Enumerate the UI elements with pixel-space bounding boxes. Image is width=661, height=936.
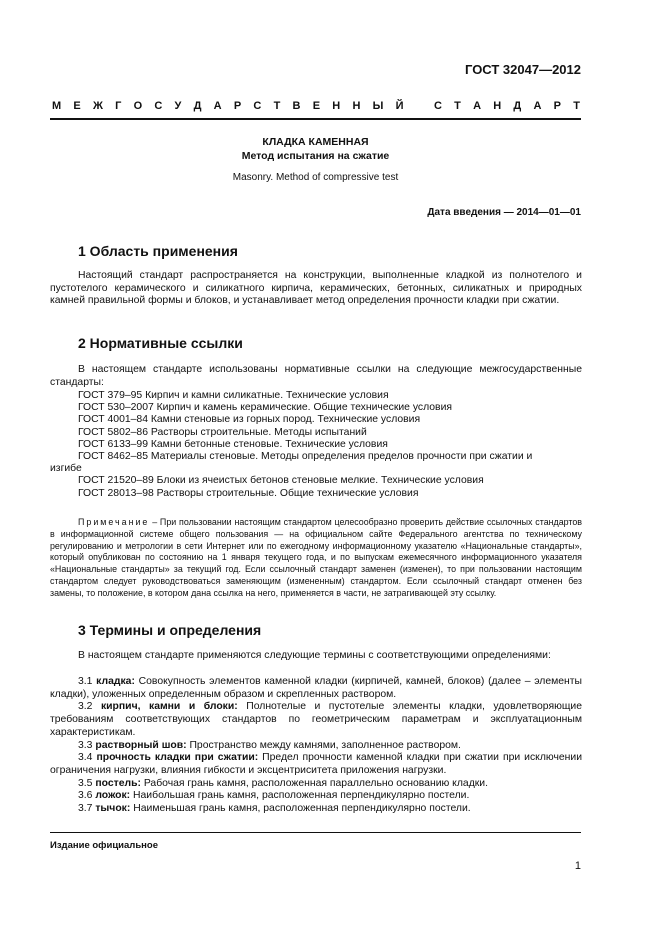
term-number: 3.5: [78, 777, 93, 789]
term-definition: [50, 740, 582, 753]
reference-item: ГОСТ 5802–86 Растворы строительные. Методы испытаний: [78, 426, 367, 438]
term-name: кирпич, камни и блоки:: [100, 701, 238, 713]
document-code: ГОСТ 32047—2012: [465, 62, 581, 77]
page-number: 1: [574, 860, 581, 872]
banner-letter: В: [292, 100, 301, 112]
document-subtitle: Метод испытания на сжатие: [241, 150, 390, 162]
term-text: Предел прочности каменной кладки при сжатии при исключении ограничения нагрузки, влияния гибкости и эксцентриситета приложения нагрузки.: [50, 752, 582, 776]
term-definition: [50, 778, 582, 791]
banner-letter: А: [213, 100, 222, 112]
introduction-date: Дата введения — 2014—01—01: [427, 207, 581, 218]
banner-letter: Т: [454, 100, 461, 112]
reference-item: ГОСТ 530–2007 Кирпич и камень керамические. Общие технические условия: [78, 402, 453, 414]
reference-item: ГОСТ 21520–89 Блоки из ячеистых бетонов стеновые мелкие. Технические условия: [78, 475, 484, 487]
term-text: Совокупность элементов каменной кладки (кирпичей, камней, блоков) (далее – элементы кладки), уложенных определенным образом и скрепленных раствором.: [50, 676, 582, 700]
term-text: Наибольшая грань камня, расположенная перпендикулярно постели.: [130, 790, 470, 802]
banner-letter: Е: [73, 100, 81, 112]
term-name: растворный шов:: [95, 739, 187, 751]
banner-letter: Н: [352, 100, 361, 112]
banner-letter: Р: [553, 100, 561, 112]
term-name: ложок:: [95, 790, 131, 802]
term-number: 3.4: [78, 752, 93, 764]
banner-letter: Д: [513, 100, 522, 112]
standard-banner: [52, 100, 580, 112]
banner-letter: Е: [312, 100, 321, 112]
section-2-intro: В настоящем стандарте использованы нормативные ссылки на следующие межгосударственные стандарты:: [50, 364, 582, 388]
term-definition: [50, 676, 582, 701]
note-label: Примечание: [78, 517, 150, 527]
normative-references-list: [50, 390, 582, 500]
terms-list: [50, 676, 582, 816]
banner-letter: Г: [115, 100, 122, 112]
banner-letter: Н: [332, 100, 341, 112]
banner-rule: [50, 118, 581, 120]
reference-item: ГОСТ 4001–84 Камни стеновые из горных пород. Технические условия: [78, 414, 421, 426]
section-3-heading: 3 Термины и определения: [78, 622, 262, 638]
footer-rule: [50, 832, 581, 833]
banner-letter: [416, 100, 422, 112]
term-text: Пространство между камнями, заполненное раствором.: [186, 739, 461, 751]
banner-letter: А: [473, 100, 482, 112]
banner-letter: С: [433, 100, 442, 112]
term-definition: [50, 752, 582, 777]
references-note: [50, 517, 582, 600]
term-definition: [50, 701, 582, 739]
banner-letter: Ж: [92, 100, 103, 112]
section-3-intro: В настоящем стандарте применяются следующие термины с соответствующими определениями:: [78, 650, 551, 661]
term-text: Полнотелые и пустотелые элементы кладки, удовлетворяющие требованиям соответствующих стандартов по геометрическим параметрам и эксплуатационным характеристикам.: [50, 701, 583, 738]
term-number: 3.6: [78, 790, 93, 802]
term-name: постель:: [95, 777, 141, 789]
document-title: КЛАДКА КАМЕННАЯ: [262, 136, 369, 148]
banner-letter: Н: [493, 100, 502, 112]
reference-item: ГОСТ 28013–98 Растворы строительные. Общие технические условия: [78, 487, 419, 499]
banner-letter: С: [253, 100, 262, 112]
term-name: прочность кладки при сжатии:: [96, 752, 259, 764]
term-name: кладка:: [96, 676, 135, 687]
section-1-text: Настоящий стандарт распространяется на конструкции, выполненные кладкой из полнотелого и пустотелого керамического и силикатного кирпича, керамических, бетонных, силикатных и природных камней правильной формы и блоков, и устанавливает метод определения прочности кладки при сжатии.: [50, 270, 582, 307]
banner-letter: Й: [395, 100, 404, 112]
term-definition: [50, 803, 582, 816]
banner-letter: О: [133, 100, 143, 112]
term-number: 3.7: [78, 803, 93, 815]
banner-letter: У: [174, 100, 182, 112]
term-text: Наименьшая грань камня, расположенная перпендикулярно постели.: [130, 803, 471, 815]
banner-letter: Ы: [372, 100, 384, 112]
banner-letter: Т: [273, 100, 281, 112]
term-definition: [50, 790, 582, 803]
section-2-heading: 2 Нормативные ссылки: [78, 335, 243, 351]
note-text: – При пользовании настоящим стандартом целесообразно проверить действие ссылочных стандартов в информационной системе общего пользования — на официальном сайте Федерального агентства по техническому регулированию и метрологии в сети Интернет или по ежегодному информационному указателю «Национальные стандарты», который опубликован по состоянию на 1 января текущего года, и по выпускам ежемесячного информационного указателя «Национальные стандарты» за текущий год. Если ссылочный стандарт заменен (изменен), то при пользовании настоящим стандартом следует руководствоваться заменяющим (измененным) стандартом. Если ссылочный стандарт отменен без замены, то положение, в котором дана ссылка на него, применяется в части, не затрагивающей эту ссылку.: [50, 517, 582, 598]
term-number: 3.2: [78, 701, 93, 713]
edition-note: Издание официальное: [50, 840, 158, 851]
banner-letter: А: [533, 100, 542, 112]
term-text: Рабочая грань камня, расположенная параллельно основанию кладки.: [140, 777, 488, 789]
banner-letter: Т: [573, 100, 580, 112]
document-title-english: Masonry. Method of compressive test: [232, 172, 399, 183]
banner-letter: М: [52, 100, 62, 112]
term-name: тычок:: [95, 803, 131, 815]
term-number: 3.1: [78, 676, 93, 687]
term-number: 3.3: [78, 739, 93, 751]
reference-item: ГОСТ 6133–99 Камни бетонные стеновые. Технические условия: [78, 438, 388, 450]
reference-item-continuation: изгибе: [50, 463, 82, 475]
reference-item: ГОСТ 379–95 Кирпич и камни силикатные. Технические условия: [78, 390, 389, 401]
banner-letter: С: [154, 100, 163, 112]
section-1-heading: 1 Область применения: [78, 243, 238, 259]
banner-letter: Р: [233, 100, 242, 112]
banner-letter: Д: [193, 100, 202, 112]
reference-item: ГОСТ 8462–85 Материалы стеновые. Методы определения пределов прочности при сжатии и: [78, 451, 533, 463]
